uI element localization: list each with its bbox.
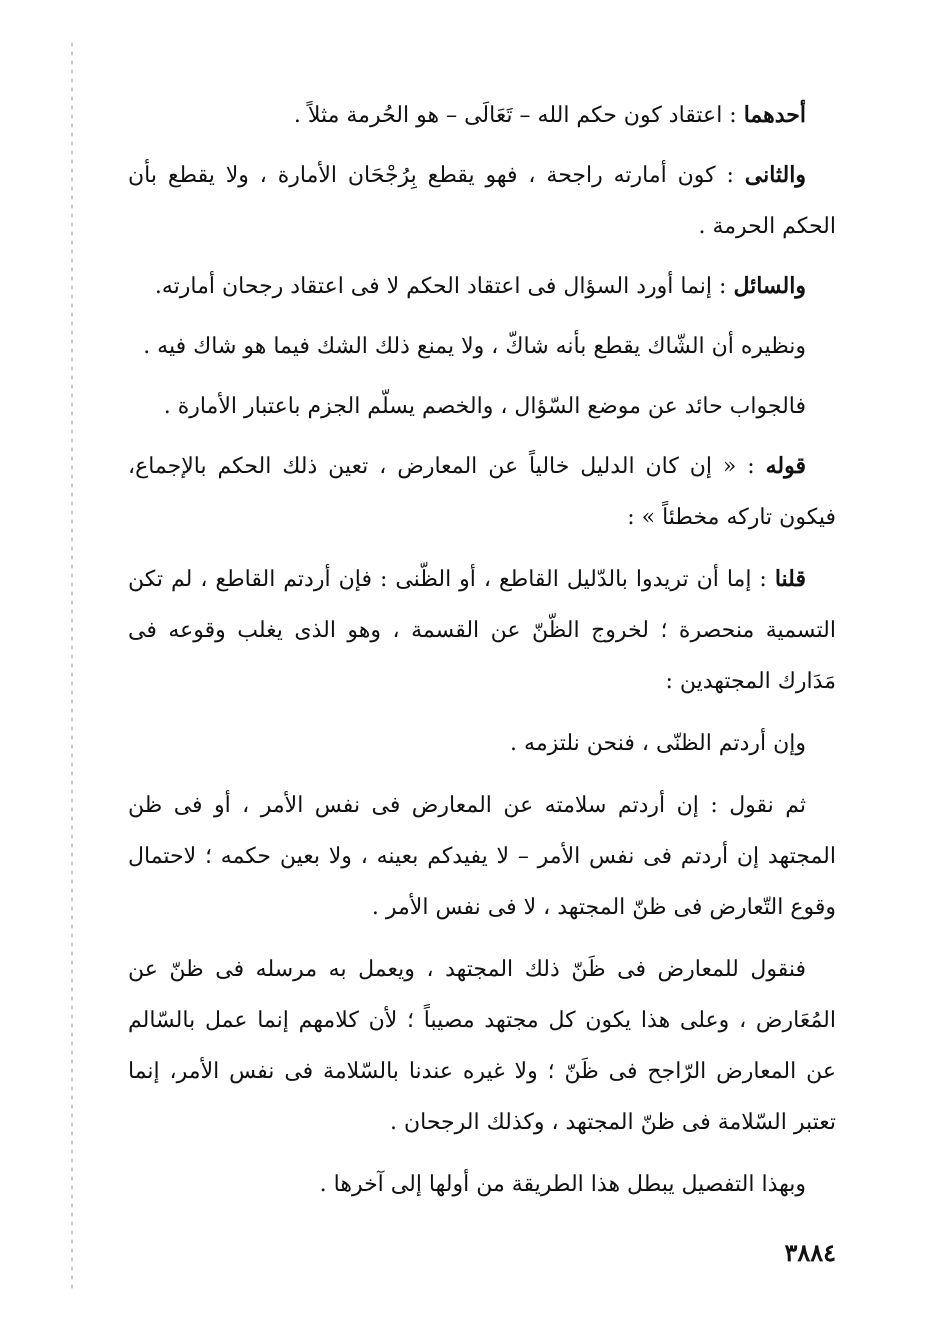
paragraph-text: وبهذا التفصيل يبطل هذا الطريقة من أولها إلى آخرها . xyxy=(319,1172,806,1197)
scan-edge-artifact xyxy=(70,40,74,1290)
paragraph-text: : « إن كان الدليل خالياً عن المعارض ، تعين ذلك الحكم بالإجماع، فيكون تاركه مخطئاً » : xyxy=(128,454,836,530)
paragraph-10 xyxy=(128,944,836,1148)
paragraph-2 xyxy=(128,150,836,252)
paragraph-text: : اعتقاد كون حكم الله – تَعَالَى – هو الحُرمة مثلاً . xyxy=(293,103,744,128)
paragraph-text: ثم نقول : إن أردتم سلامته عن المعارض فى نفس الأمر ، أو فى ظن المجتهد إن أردتم فى نفس الأمر – لا يفيدكم بعينه ، ولا بعين حكمه ؛ لاحتمال وقوع التّعارض فى ظنّ المجتهد ، لا فى نفس الأمر . xyxy=(128,793,836,920)
paragraph-text: : إنما أورد السؤال فى اعتقاد الحكم لا فى اعتقاد رجحان أمارته. xyxy=(154,274,734,299)
paragraph-6 xyxy=(128,441,836,543)
paragraph-5 xyxy=(128,381,836,432)
paragraph-text: فالجواب حائد عن موضع السّؤال ، والخصم يسلّم الجزم باعتبار الأمارة . xyxy=(163,394,806,419)
paragraph-text: : كون أمارته راجحة ، فهو يقطع بِرُجْحَان الأمارة ، ولا يقطع بأن الحكم الحرمة . xyxy=(128,163,836,239)
paragraph-3 xyxy=(128,261,836,312)
paragraph-lead: والسائل xyxy=(733,273,806,299)
paragraph-11 xyxy=(128,1159,836,1210)
page-number: ٣٨٨٤ xyxy=(784,1238,836,1267)
paragraph-text: فنقول للمعارض فى ظَنّ ذلك المجتهد ، ويعمل به مرسله فى ظنّ عن المُعَارض ، وعلى هذا يكون كل مجتهد مصيباً ؛ لأن كلامهم إنما عمل بالسّالم عن المعارض الرّاجح فى ظَنّ ؛ ولا غيره عندنا بالسّلامة فى نفس الأمر، إنما تعتبر السّلامة فى ظنّ المجتهد ، وكذلك الرجحان . xyxy=(128,957,836,1135)
paragraph-9 xyxy=(128,780,836,933)
paragraph-8 xyxy=(128,718,836,769)
paragraph-text: وإن أردتم الظنّى ، فنحن نلتزمه . xyxy=(510,731,806,756)
paragraph-text: ونظيره أن الشّاك يقطع بأنه شاكّ ، ولا يمنع ذلك الشك فيما هو شاك فيه . xyxy=(143,334,806,359)
paragraph-lead: قلنا xyxy=(774,566,806,592)
body-text xyxy=(128,90,836,1210)
paragraph-text: : إما أن تريدوا بالدّليل القاطع ، أو الظّنى : فإن أردتم القاطع ، لم تكن التسمية منحصرة ؛ لخروج الظّنّ عن القسمة ، وهو الذى يغلب وقوعه فى مَدَارك المجتهدين : xyxy=(128,567,836,694)
paragraph-lead: والثانى xyxy=(744,162,806,188)
paragraph-lead: أحدهما xyxy=(743,102,806,128)
paragraph-4 xyxy=(128,321,836,372)
paragraph-1 xyxy=(128,90,836,141)
paragraph-7 xyxy=(128,554,836,707)
paragraph-lead: قوله xyxy=(765,453,806,479)
